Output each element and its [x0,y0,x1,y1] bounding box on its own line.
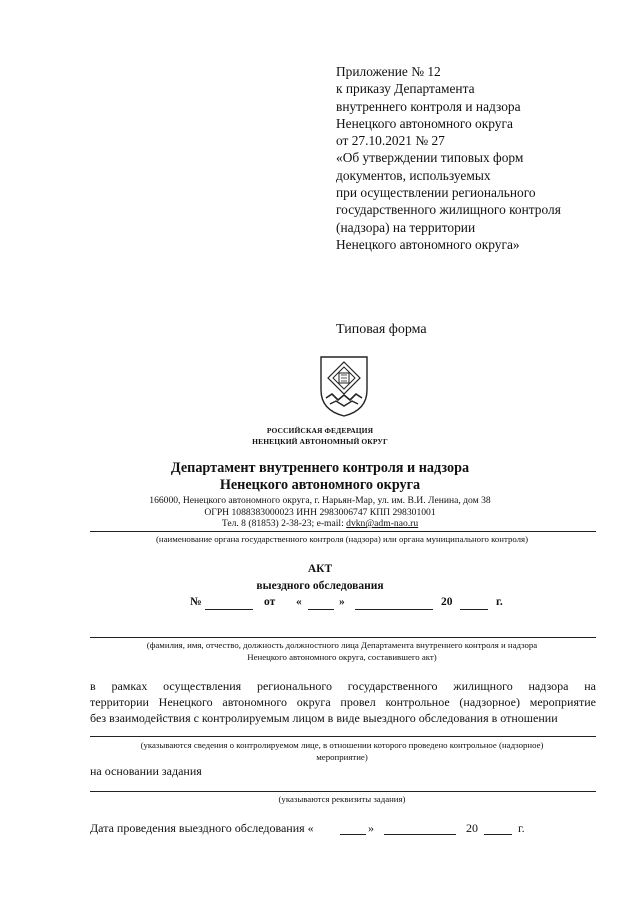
coat-of-arms-icon [318,354,370,418]
organ-caption: (наименование органа государственного контроля (надзора) или органа муниципального контроля) [156,534,528,544]
department-name: Департамент внутреннего контроля и надзора [170,460,470,476]
inspection-year-field[interactable] [484,834,512,835]
appendix-line: «Об утверждении типовых форм [336,150,524,166]
official-caption-line1: (фамилия, имя, отчество, должность должностного лица Департамента внутреннего контроля и надзора [146,640,538,650]
inspection-date-quote-close: » [368,821,374,835]
body-line: территории Ненецкого автономного округа провел контрольное (надзорное) мероприятие [90,694,596,709]
act-year-field[interactable] [460,609,488,610]
appendix-line: к приказу Департамента [336,81,475,97]
basis-label: на основании задания [90,764,202,778]
appendix-block [336,63,561,253]
task-caption: (указываются реквизиты задания) [278,794,406,804]
emblem-caption-line: НЕНЕЦКИЙ АВТОНОМНЫЙ ОКРУГ [252,437,388,446]
act-quote-open: « [296,596,302,608]
inspection-date-label: Дата проведения выездного обследования « [90,821,314,835]
inspection-month-field[interactable] [384,834,456,835]
act-quote-close: » [339,596,345,608]
controlled-person-field[interactable] [90,736,596,737]
act-title: АКТ [307,563,333,575]
act-year-prefix: 20 [441,596,453,608]
appendix-line: Приложение № 12 [336,64,441,79]
act-month-field[interactable] [355,609,433,610]
inspection-year-suffix: г. [518,821,525,835]
act-subtitle: выездного обследования [256,580,384,592]
divider-line [90,531,596,532]
appendix-line: при осуществлении регионального [336,185,536,201]
official-caption-line2: Ненецкого автономного округа, составившего акт) [247,652,437,662]
department-phone: Тел. 8 (81853) 2-38-23; e-mail: [221,518,347,529]
body-paragraph [90,679,596,726]
department-name-line2: Ненецкого автономного округа [219,477,421,493]
act-year-suffix: г. [496,596,503,608]
controlled-caption-line1: (указываются сведения о контролируемом лице, в отношении которого проведено контрольное (надзорное) [140,740,544,750]
appendix-line: Ненецкого автономного округа» [336,236,520,252]
controlled-caption-line2: мероприятие) [316,752,368,762]
department-address: 166000, Ненецкого автономного округа, г. Нарьян-Мар, ул. им. В.И. Ленина, дом 38 [149,495,491,506]
appendix-line: внутреннего контроля и надзора [336,98,521,114]
act-number-label: № [190,596,202,608]
appendix-line: Ненецкого автономного округа [336,115,513,131]
inspection-year-prefix: 20 [466,821,478,835]
form-type-label: Типовая форма [336,322,427,337]
appendix-line: документов, используемых [336,167,491,183]
act-number-field[interactable] [205,609,253,610]
emblem-caption-line: РОССИЙСКАЯ ФЕДЕРАЦИЯ [266,426,374,435]
task-field[interactable] [90,791,596,792]
act-from-label: от [264,596,276,608]
appendix-line: государственного жилищного контроля [336,202,561,218]
official-field[interactable] [90,637,596,638]
act-day-field[interactable] [308,609,334,610]
department-ids: ОГРН 1088383000023 ИНН 2983006747 КПП 298301001 [204,507,436,518]
inspection-day-field[interactable] [340,834,366,835]
department-contacts [0,518,640,529]
appendix-line: от 27.10.2021 № 27 [336,133,445,149]
department-email-link[interactable]: dvkn@adm-nao.ru [346,518,419,529]
appendix-line: (надзора) на территории [336,219,476,235]
body-line: в рамках осуществления регионального государственного жилищного надзора на [90,679,596,693]
body-line: без взаимодействия с контролируемым лицом в виде выездного обследования в отношении [90,710,558,725]
